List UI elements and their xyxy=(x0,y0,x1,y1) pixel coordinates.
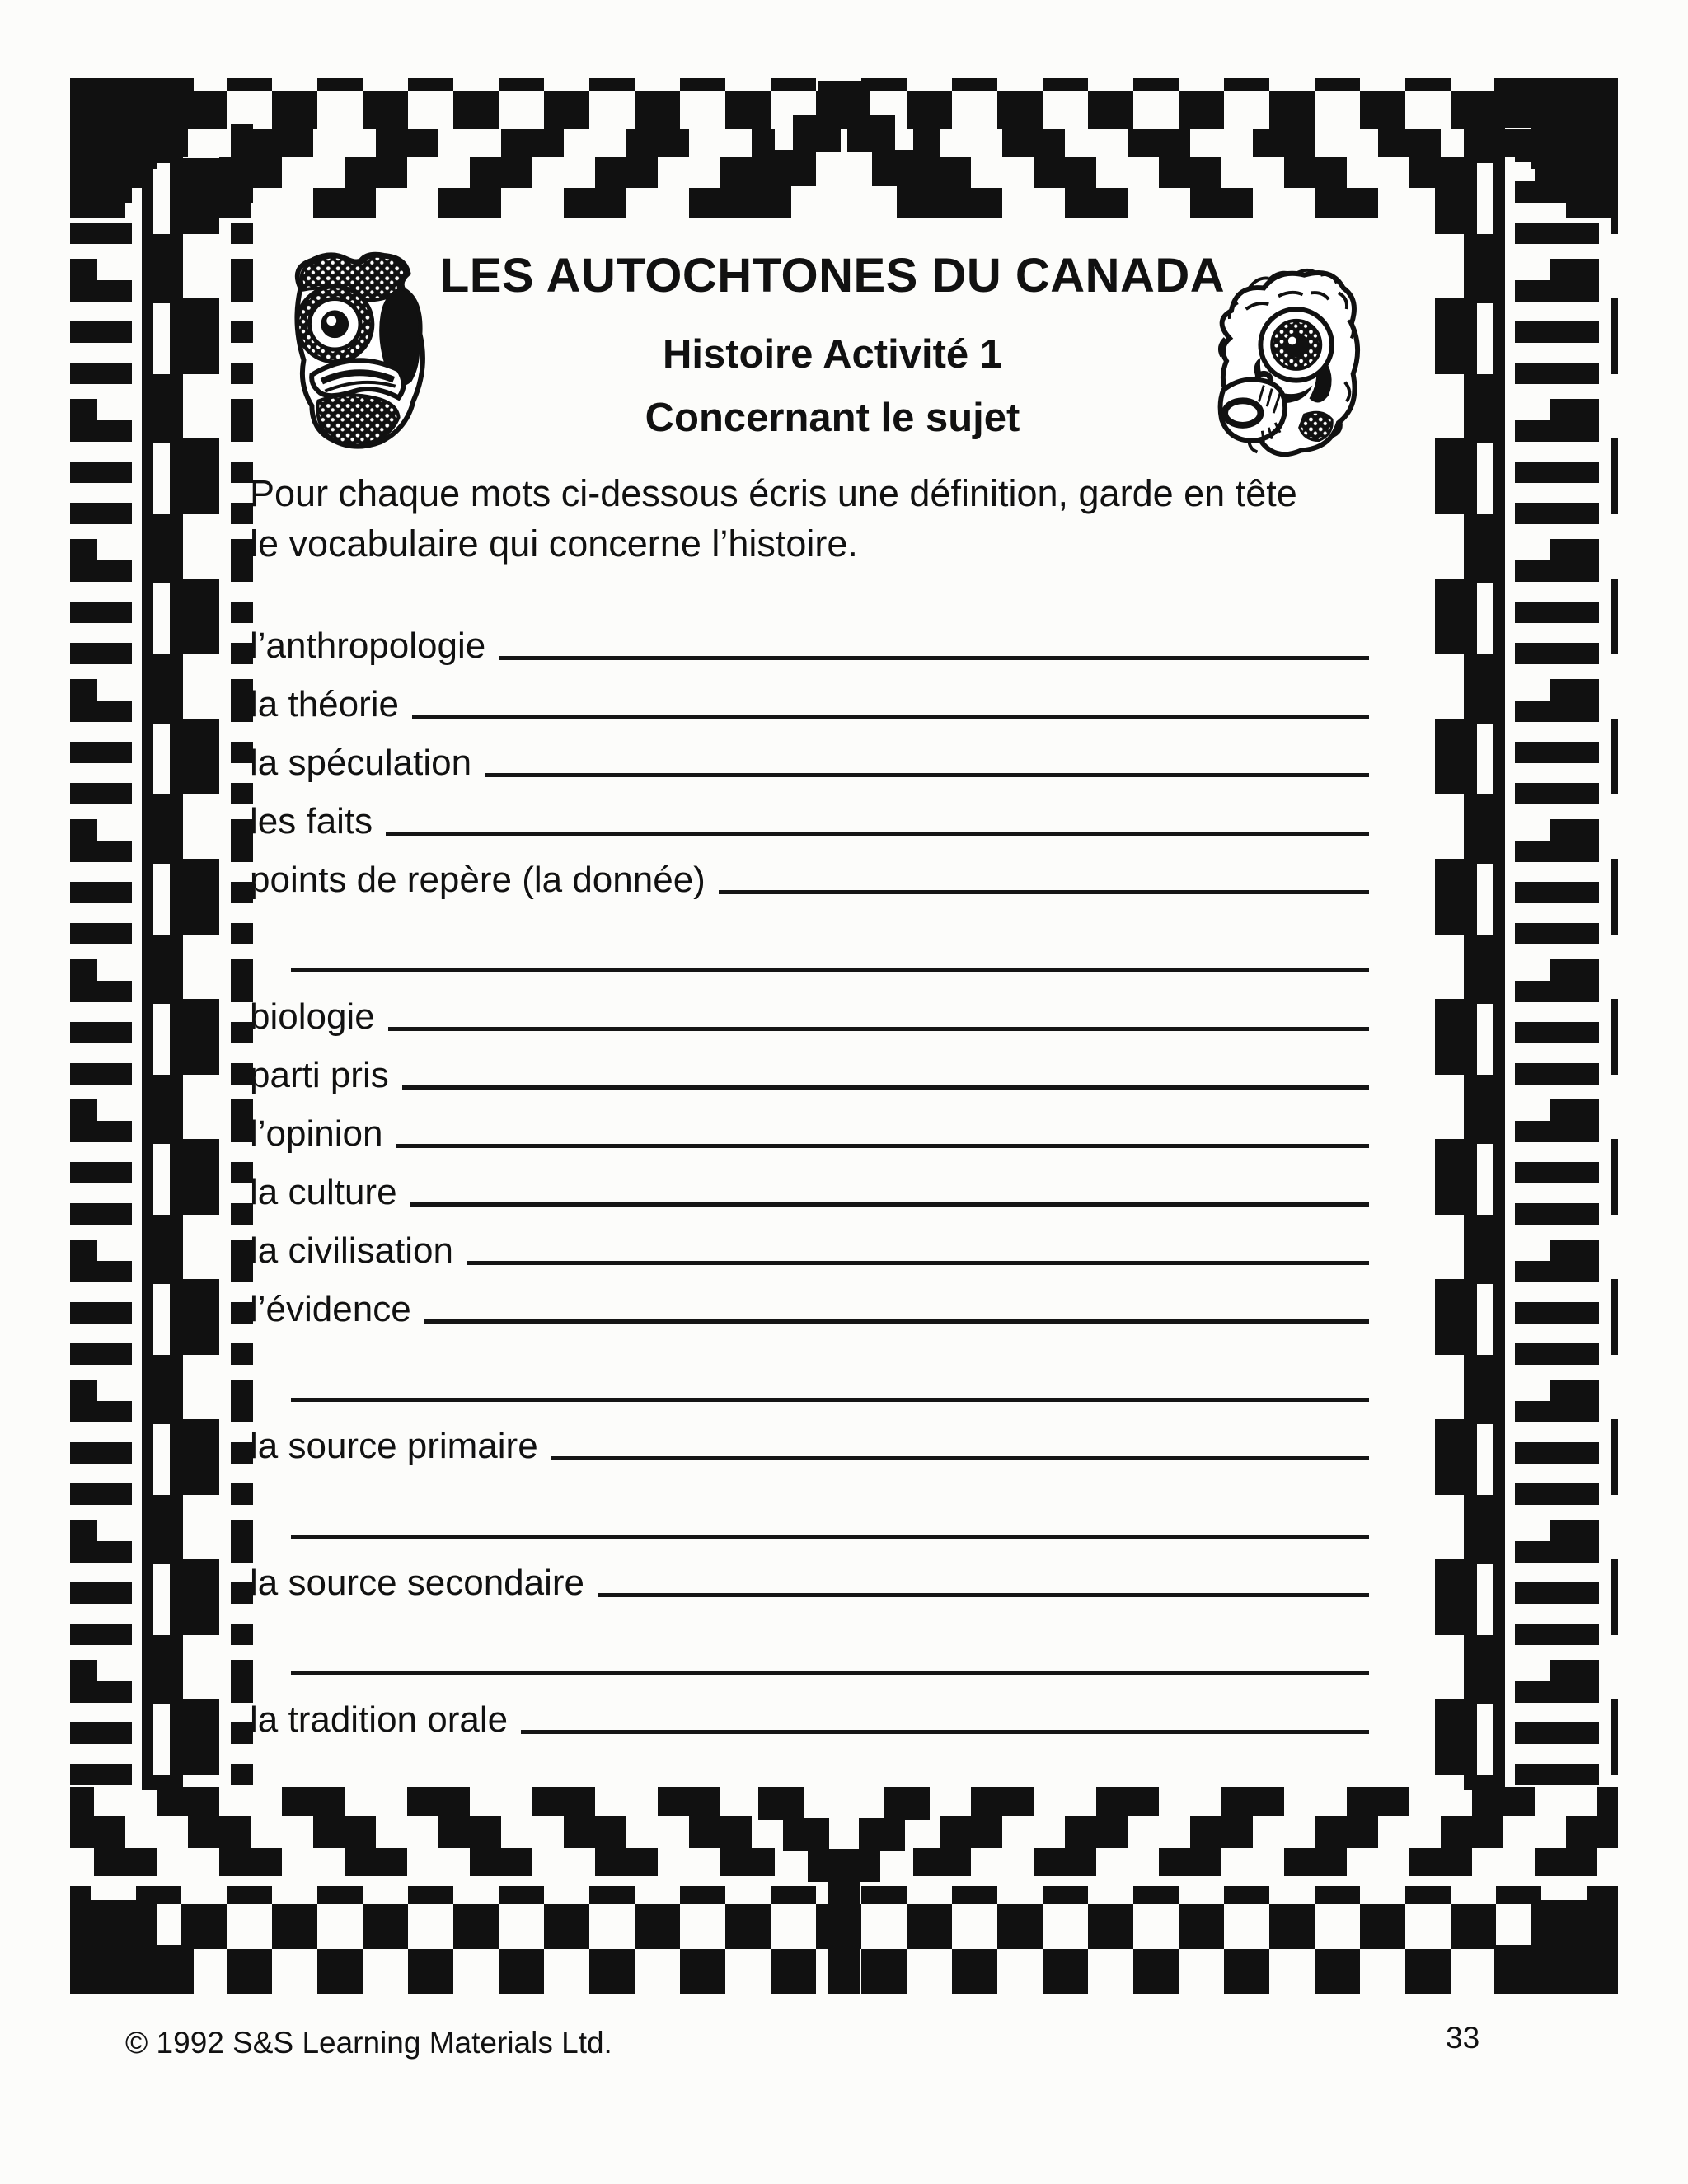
answer-line xyxy=(291,1398,1369,1402)
definition-row xyxy=(250,607,1369,665)
definition-row xyxy=(250,724,1369,782)
answer-line xyxy=(719,890,1369,894)
term-label: la source primaire xyxy=(250,1425,538,1466)
term-label: l’anthropologie xyxy=(250,625,486,666)
term-label: la tradition orale xyxy=(250,1699,509,1740)
term-label: la théorie xyxy=(250,683,400,724)
term-label: la spéculation xyxy=(250,742,472,783)
answer-line xyxy=(598,1593,1369,1597)
definition-row xyxy=(250,1036,1369,1094)
definition-row xyxy=(250,1544,1369,1602)
answer-line xyxy=(291,1535,1369,1539)
instructions-line-2: le vocabulaire qui concerne l’histoire. xyxy=(250,523,858,565)
definition-row xyxy=(250,841,1369,899)
term-label: parti pris xyxy=(250,1054,389,1095)
term-label: les faits xyxy=(250,800,373,841)
definition-row xyxy=(250,1270,1369,1329)
definition-row xyxy=(250,977,1369,1036)
definition-row xyxy=(250,1680,1369,1739)
answer-line xyxy=(388,1027,1369,1031)
answer-line xyxy=(485,773,1369,777)
term-label: points de repère (la donnée) xyxy=(250,859,706,900)
definition-row xyxy=(250,665,1369,724)
term-label: biologie xyxy=(250,996,375,1037)
answer-line xyxy=(521,1730,1369,1734)
answer-line xyxy=(412,715,1369,719)
definition-row-continuation xyxy=(250,1348,1369,1407)
definition-row-continuation xyxy=(250,919,1369,977)
definition-row xyxy=(250,782,1369,841)
page-number: 33 xyxy=(1446,2021,1480,2055)
term-label: la culture xyxy=(250,1171,397,1212)
answer-line xyxy=(424,1319,1369,1324)
answer-line xyxy=(402,1085,1369,1090)
activity-title: Histoire Activité 1 xyxy=(662,332,1003,377)
instructions-text xyxy=(250,468,1404,569)
term-label: la source secondaire xyxy=(250,1562,585,1603)
definition-row xyxy=(250,1153,1369,1212)
copyright-notice: © 1992 S&S Learning Materials Ltd. xyxy=(125,2026,612,2060)
answer-line xyxy=(551,1456,1369,1460)
answer-line xyxy=(291,1671,1369,1675)
instructions-line-1: Pour chaque mots ci-dessous écris une définition, garde en tête xyxy=(250,472,1297,514)
answer-line xyxy=(396,1144,1369,1148)
term-label: l’évidence xyxy=(250,1288,411,1329)
activity-subtitle: Concernant le sujet xyxy=(645,396,1020,440)
answer-line xyxy=(410,1202,1369,1207)
title-block xyxy=(387,249,1278,440)
definition-row xyxy=(250,1212,1369,1270)
definition-row-continuation xyxy=(250,1485,1369,1544)
page-title: LES AUTOCHTONES DU CANADA xyxy=(439,249,1226,302)
definition-row xyxy=(250,1094,1369,1153)
answer-line xyxy=(499,656,1369,660)
term-label: la civilisation xyxy=(250,1230,453,1271)
answer-line xyxy=(386,832,1369,836)
definition-list xyxy=(250,607,1369,1739)
answer-line xyxy=(467,1261,1369,1265)
answer-line xyxy=(291,968,1369,972)
definition-row xyxy=(250,1407,1369,1465)
definition-row-continuation xyxy=(250,1622,1369,1680)
term-label: l’opinion xyxy=(250,1113,383,1154)
